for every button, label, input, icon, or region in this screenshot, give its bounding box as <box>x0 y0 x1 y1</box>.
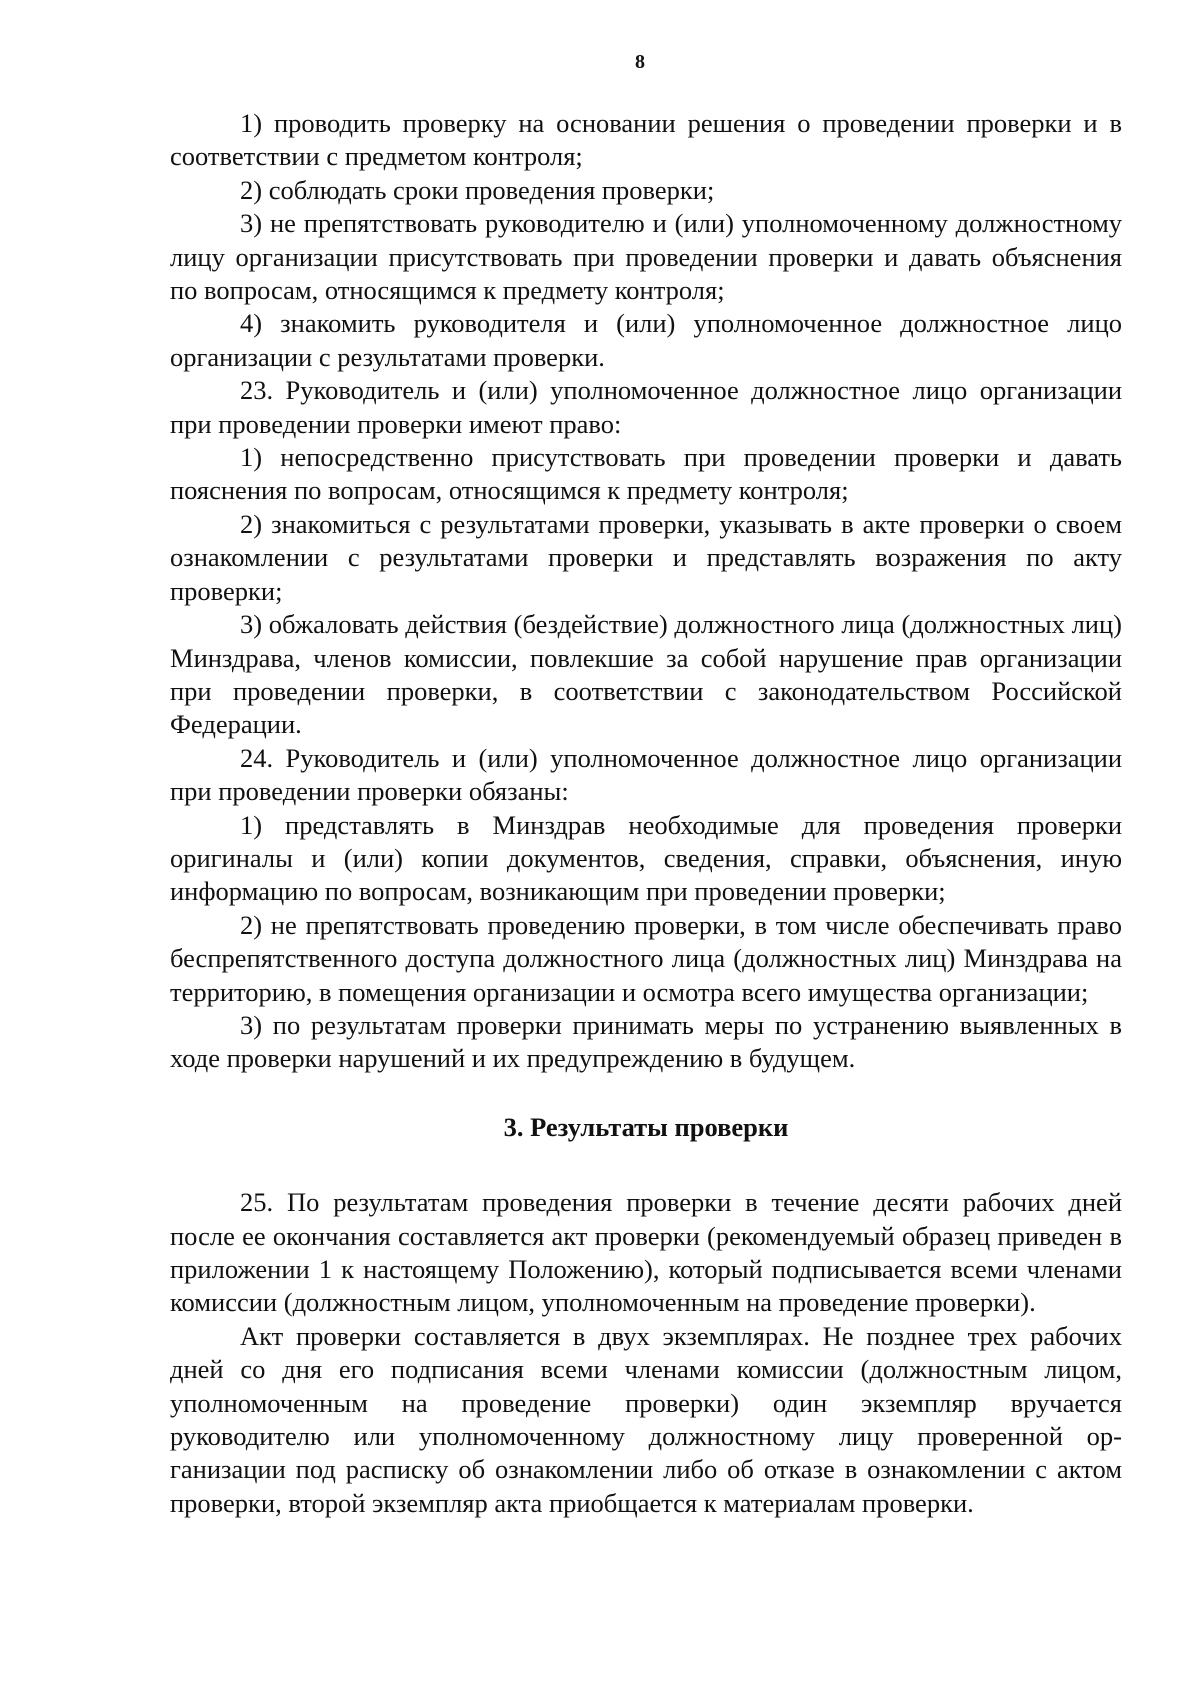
paragraph: 1) представлять в Минздрав необходимые для проведения проверки оригиналы и (или) копии документов, сведения, справки, объяснения, иную информацию по вопросам, возникающим при проведении проверки; <box>170 809 1122 907</box>
page-number: 8 <box>635 51 645 73</box>
paragraph: 1) проводить проверку на основании решения о проведении проверки и в соответствии с предметом контроля; <box>170 108 1122 172</box>
paragraph: 3) по результатам проверки принимать меры по устранению выявленных в ходе проверки нарушений и их предупреждению в будущем. <box>170 1009 1122 1074</box>
section-heading: 3. Результаты проверки <box>503 1111 789 1142</box>
paragraph: 3) не препятствовать руководителю и (или) уполномоченному должностному лицу организации присутствовать при проведении проверки и давать объяснения по вопросам, относящимся к предмету контроля; <box>170 208 1122 306</box>
paragraph: 4) знакомить руководителя и (или) уполномоченное должностное лицо организации с результатами проверки. <box>170 308 1122 372</box>
document-body <box>170 107 1122 1520</box>
paragraph: Акт проверки составляется в двух экземплярах. Не позднее трех рабочих дней со дня его подписания всеми членами комиссии (должностным лицом, уполномоченным на проведение проверки) один экземпляр вручается руководителю или уполномоченному должностному лицу проверенной организации под расписку об ознакомлении либо об отказе в ознакомлении с актом проверки, второй экземпляр акта приобщается к материалам проверки. <box>170 1320 1122 1518</box>
paragraph: 2) знакомиться с результатами проверки, указывать в акте проверки о своем ознакомлении с результатами проверки и представлять возражения по акту проверки; <box>170 508 1122 606</box>
paragraph: 23. Руководитель и (или) уполномоченное должностное лицо организации при проведении проверки имеют право: <box>170 375 1122 439</box>
paragraph: 1) непосредственно присутствовать при проведении проверки и давать пояснения по вопросам, относящимся к предмету контроля; <box>170 442 1122 506</box>
paragraph: 24. Руководитель и (или) уполномоченное должностное лицо организации при проведении проверки обязаны: <box>170 742 1122 807</box>
paragraph: 3) обжаловать действия (бездействие) должностного лица (должностных лиц) Минздрава, членов комиссии, повлекшие за собой нарушение прав организации при проведении проверки, в соответствии с законодательством Российской Федерации. <box>170 609 1122 740</box>
paragraph: 2) не препятствовать проведению проверки, в том числе обеспечивать право беспрепятственного доступа должностного лица (должностных лиц) Минздрава на территорию, в помещения организации и осмотра всего имущества организации; <box>170 909 1122 1007</box>
paragraph: 25. По результатам проведения проверки в течение десяти рабочих дней после ее окончания составляется акт проверки (рекомендуемый образец приведен в приложении 1 к настоящему Положению), который подписывается всеми членами комиссии (должностным лицом, уполномоченным на проведение проверки). <box>170 1187 1122 1318</box>
paragraph: 2) соблюдать сроки проведения проверки; <box>240 174 715 205</box>
